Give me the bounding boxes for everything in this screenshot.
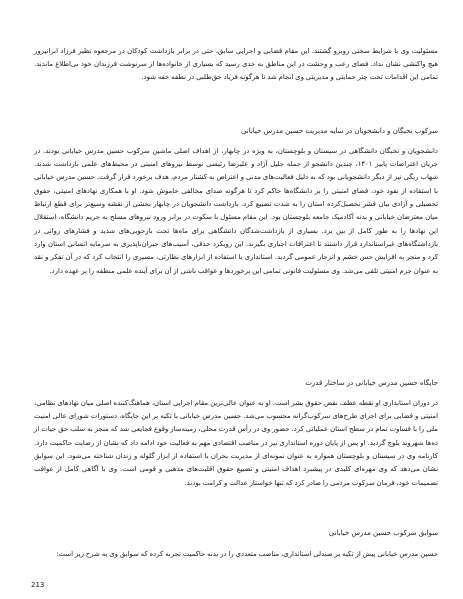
paragraph-student-repression: دانشجویان و نخبگان دانشگاهی در سیستان و بلوچستان، به ویژه در چابهار، از اهداف اصلی ماشین سرکوب حسین مدرس خیابانی بودند. در جریان اعتراضات پاییز ۱۴۰۱، چندین دانشجو از جمله جلیل آزاد و علیرضا رئیسی توسط نیروهای امنیتی در محیط‌های علمی بازداشت شدند. شهاب ریگی نیز از دیگر دانشجویانی بود که به دلیل فعالیت‌های مدنی و اعتراض به کشتار مردم، هدف برخورد قرار گرفت. حسین مدرس خیابانی با استفاده از نفوذ خود، فضای امنیتی را بر دانشگاه‌ها حاکم کرد تا هرگونه صدای مخالفی خاموش شود. او با همکاری نهادهای امنیتی، حقوق تحصیلی و آزادی بیان قشر تحصیل‌کرده استان را به شدت تضییع کرد. بازداشت دانشجویان در چابهار بخشی از نقشه وسیع‌تر برای قطع ارتباط میان معترضان خیابانی و بدنه آکادمیک جامعه بلوچستان بود. این مقام مسئول با سکوت در برابر ورود نیروهای مسلح به حریم دانشگاه، استقلال این نهادها را به طور کامل از بین برد. بسیاری از بازداشت‌شدگان دانشگاهی برای ماه‌ها تحت بازجویی‌های شدید و فشارهای روانی در بازداشتگاه‌های غیراستاندارد قرار داشتند تا اعترافات اجباری بگیرند. این رویکرد حذفی، آسیب‌های جبران‌ناپذیری به سرمایه انسانی استان وارد کرد و منجر به افزایش حس خشم و انزجار عمومی گردید. استانداری با استفاده از ابزارهای نظارتی، مسیری را انتخاب کرد که در آن تفکر و نقد به عنوان جرم امنیتی تلقی می‌شد. وی مسئولیت قانونی تمامی این برخوردها و عواقب ناشی از آن برای آینده علمی منطقه را بر عهده دارد. <box>34 146 439 275</box>
paragraph-intro: مسئولیت وی با شرایط سختی روبرو گشتند. این مقام قضایی و اجرایی سابق، حتی در برابر بازداشت کودکان در مرجعوه نظیر فرزاد ابرانپرور هیچ واکنشی نشان نداد. فضای رعب و وحشت در این مناطق به حدی رسید که بسیاری از خانواده‌ها از سرنوشت فرزندان خود بی‌اطلاع ماندند. تمامی این اقدامات تحت چتر حمایتی و مدیریتی وی انجام شد تا هرگونه فریاد حق‌طلبی در نطفه خفه شود. <box>34 46 438 82</box>
section-heading-student-repression: سرکوب نخبگان و دانشجویان در سایه مدیریت حسین مدرس خیابانی <box>240 127 438 135</box>
section-heading-power-position: جایگاه حسین مدرس خیابانی در ساختار قدرت <box>305 379 438 387</box>
paragraph-power-position: در دوران استانداری او نقطه عطف نقض حقوق بشر است. او به عنوان عالی‌ترین مقام اجرایی استان، هماهنگ‌کننده اصلی میان نهادهای نظامی، امنیتی و قضایی برای اجرای طرح‌های سرکوب‌گرانه محسوب می‌شد. حسین مدرس خیابانی با تکیه بر این جایگاه، دستورات شورای عالی امنیت ملی را با قساوت تمام در سطح استان عملیاتی کرد. حضور وی در رأس قدرت محلی، زمینه‌ساز وقوع فجایعی شد که منجر به سلب حق حیات از ده‌ها شهروند بلوچ گردید. او پس از پایان دوره استانداری نیز در مناصب اقتصادی مهم به فعالیت خود ادامه داد که نشان از رضایت حاکمیت دارد. کارنامه وی در سیستان و بلوچستان همواره به عنوان نمونه‌ای از مدیریت بحران با استفاده از ابزار گلوله و زندان شناخته می‌شود. این سوابق نشان می‌دهد که وی مهره‌ای کلیدی در پیشبرد اهداف امنیتی و تضییع حقوق اقلیت‌های مذهبی و قومی است. وی با آگاهی کامل از عواقب تصمیمات خود، فرمان سرکوب مردمی را صادر کرد که تنها خواستار عدالت و کرامت بودند. <box>34 398 438 487</box>
paragraph-repression-record: حسین مدرس خیابانی پیش از تکیه بر صندلی استانداری، مناصب متعددی را در بدنه حاکمیت تجربه کرده که سوابق وی به شرح زیر است: <box>56 549 438 558</box>
section-heading-repression-record: سوابق سرکوب حسین مدرس خیابانی <box>328 529 438 537</box>
page-number: 213 <box>31 581 45 589</box>
